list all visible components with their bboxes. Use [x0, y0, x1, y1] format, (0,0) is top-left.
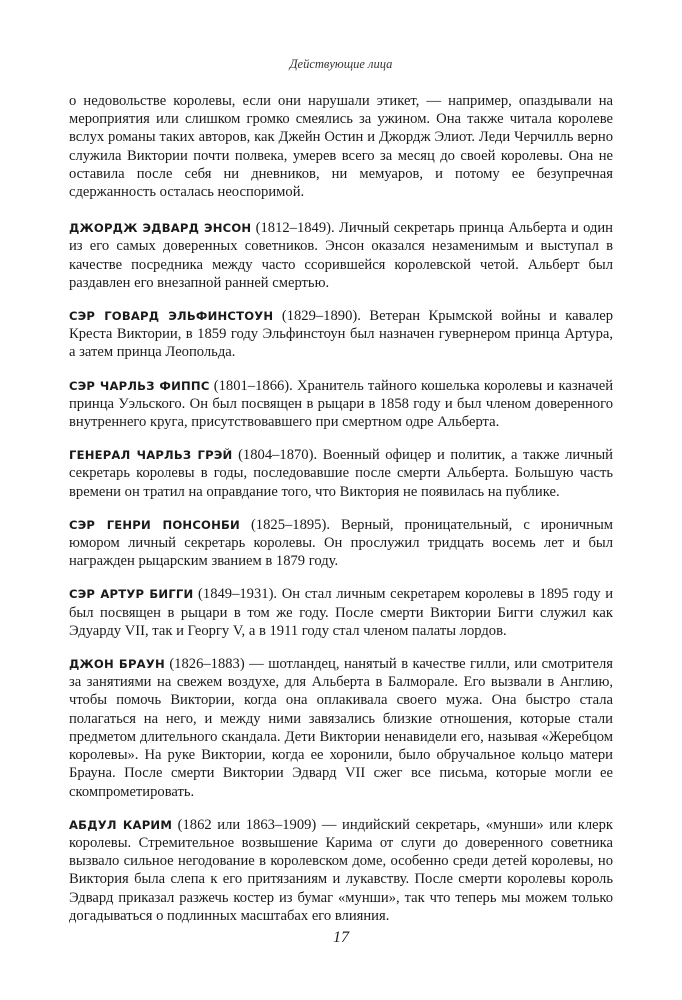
- entry-paragraph: [69, 219, 613, 292]
- entry-text: (1801–1866). Хранитель тайного кошелька королевы и казначей принца Уэльского. Он был посвящен в рыцари в 1858 году и был членом доверенного внутреннего круга, присутствовавшего при смертном одре Альберта.: [69, 377, 614, 431]
- intro-paragraph: о недовольстве королевы, если они нарушали этикет, — например, опаздывали на мероприятия или слишком громко смеялись за ужином. Она также читала королеве вслух романы таких авторов, как Джейн Остин и Джордж Элиот. Леди Черчилль верно служила Виктории почти полвека, умерев всего за месяц до своей королевы. Она не оставила после себя ни дневников, ни мемуаров, и потому ее безупречная сдержанность осталась неоспоримой.: [69, 93, 613, 201]
- body-text: [69, 92, 613, 940]
- entry-text: (1862 или 1863–1909) — индийский секретарь, «мунши» или клерк королевы. Стремительное возвышение Карима от слуги до доверенного советника вызвало сильное негодование в королевском доме, особенно среди детей королевы, но Виктория была слепа к его притязаниям и лукавству. После смерти королевы король Эдвард приказал разжечь костер из бумаг «мунши», так что теперь мы можем только догадываться о подлинных масштабах его влияния.: [69, 816, 613, 924]
- entry-paragraph: [69, 585, 613, 640]
- entry-paragraph: [69, 307, 613, 362]
- entry-paragraph: [69, 655, 613, 801]
- entry-text: (1849–1931). Он стал личным секретарем королевы в 1895 году и был посвящен в рыцари в том же году. После смерти Виктории Бигги служил как Эдуарду VII, так и Георгу V, а в 1911 году стал членом палаты лордов.: [69, 586, 614, 639]
- entry-text: (1825–1895). Верный, проницательный, с ироничным юмором личный секретарь королевы. Он прослужил тридцать восемь лет и был награжден рыцарским званием в 1879 году.: [69, 516, 613, 570]
- entry-name: СЭР АРТУР БИГГИ: [69, 587, 194, 602]
- entry-paragraph: [69, 816, 613, 925]
- entry-paragraph: [69, 446, 613, 501]
- entry-name: СЭР ЧАРЛЬЗ ФИППС: [69, 378, 210, 393]
- entry-text: (1812–1849). Личный секретарь принца Альберта и один из его самых доверенных советников. Энсон оказался незаменимым и выступал в качестве посредника между часто ссорившейся королевской четой. Альберт был раздавлен его внезапной ранней смертью.: [69, 220, 613, 291]
- entry-text: (1829–1890). Ветеран Крымской войны и кавалер Креста Виктории, в 1859 году Эльфинстоун был назначен гувернером принца Артура, а затем принца Леопольда.: [69, 308, 613, 361]
- entry-name: АБДУЛ КАРИМ: [69, 817, 173, 832]
- entry-name: СЭР ГЕНРИ ПОНСОНБИ: [69, 517, 240, 532]
- entry-text: (1804–1870). Военный офицер и политик, а также личный секретарь королевы в годы, последовавшие после смерти Альберта. Большую часть времени он тратил на оправдание того, что Виктория не появилась на публике.: [69, 447, 613, 500]
- entry-paragraph: [69, 516, 613, 571]
- running-head: Действующие лица: [289, 57, 393, 71]
- entry-name: ДЖОРДЖ ЭДВАРД ЭНСОН: [69, 221, 252, 236]
- entry-name: СЭР ГОВАРД ЭЛЬФИНСТОУН: [69, 309, 274, 324]
- entry-name: ГЕНЕРАЛ ЧАРЛЬЗ ГРЭЙ: [69, 448, 233, 463]
- page-number: 17: [333, 929, 349, 946]
- entry-paragraph: [69, 377, 613, 432]
- entry-text: (1826–1883) — шотландец, нанятый в качестве гилли, или смотрителя за занятиями на свежем воздухе, для Альберта в Балморале. Его вызвали в Англию, чтобы помочь Виктории, когда она оплакивала своего мужа. Она быстро стала полагаться на него, и между ними завязались близкие отношения, которые стали предметом длительного скандала. Дети Виктории ненавидели его, называя «Жеребцом королевы». На руке Виктории, когда ее хоронили, было обручальное кольцо матери Брауна. После смерти Виктории Эдвард VII сжег все письма, которые могли ее скомпрометировать.: [69, 656, 614, 800]
- entry-name: ДЖОН БРАУН: [69, 657, 165, 672]
